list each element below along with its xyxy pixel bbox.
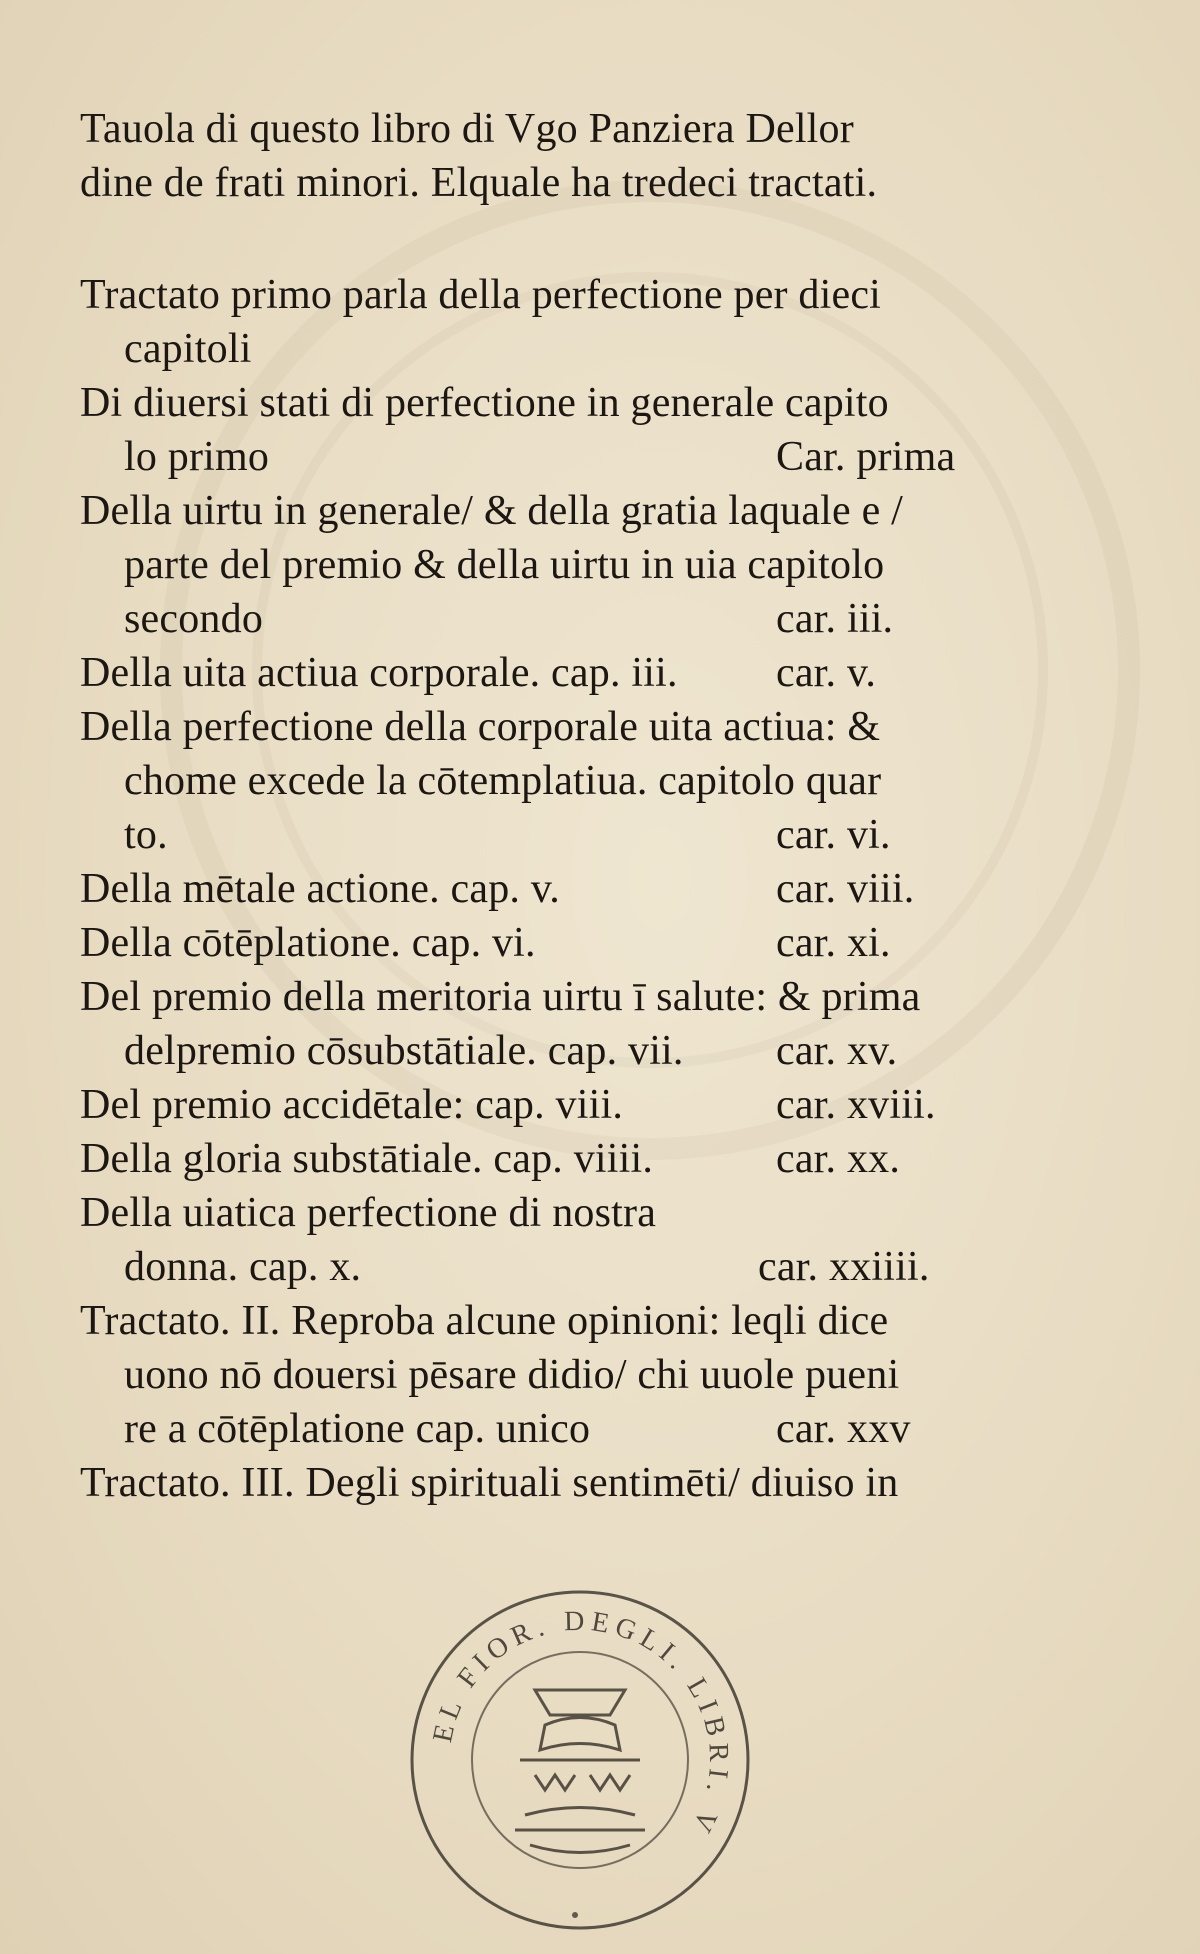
toc-entry: Della uirtu in generale/ & della gratia laquale e / [80,488,904,534]
table-of-contents [80,102,960,1510]
library-stamp [395,1575,765,1945]
toc-entry [80,1078,960,1132]
toc-entry: Del premio della meritoria uirtu ī salute: & prima [80,974,921,1020]
title-line-2: dine de frati minori. Elquale ha tredeci tractati. [80,160,878,206]
toc-entry: Della perfectione della corporale uita actiua: & [80,704,881,750]
toc-entry-text: Del premio accidētale: cap. viii. [80,1082,624,1128]
toc-entry-text: Della gloria substātiale. cap. viiii. [80,1136,654,1182]
toc-entry-text: re a cōtēplatione cap. unico [124,1406,591,1452]
toc-entry-text: Della cōtēplatione. cap. vi. [80,920,536,966]
toc-entry-text: to. [124,812,168,858]
toc-heading: Tractato. III. Degli spirituali sentimēti/ diuiso in [80,1460,899,1506]
toc-page-ref: car. xxv [776,1406,911,1452]
toc-entry-cont: uono nō douersi pēsare didio/ chi uuole pueni [124,1352,900,1398]
toc-entry-cont [80,592,960,646]
toc-page-ref: car. iii. [776,596,894,642]
toc-heading-cont: capitoli [124,326,252,372]
toc-entry: Di diuersi stati di perfectione in generale capito [80,380,889,426]
toc-entry-text: donna. cap. x. [124,1244,362,1290]
toc-entry [80,1132,960,1186]
toc-heading: Tractato primo parla della perfectione per dieci [80,272,882,318]
title-line-1: Tauola di questo libro di Vgo Panziera Dellor [80,106,854,152]
toc-entry-cont [80,1024,960,1078]
toc-page-ref: Car. prima [776,434,956,480]
toc-page-ref: car. viii. [776,866,915,912]
toc-entry-text: lo primo [124,434,270,480]
toc-entry-text: delpremio cōsubstātiale. cap. vii. [124,1028,684,1074]
toc-page-ref: car. xxiiii. [758,1244,930,1290]
toc-entry: Tractato. II. Reproba alcune opinioni: leqli dice [80,1298,889,1344]
toc-entry-text: Della mētale actione. cap. v. [80,866,561,912]
toc-entry-cont [80,1402,960,1456]
toc-entry [80,646,960,700]
toc-entry-cont [80,808,960,862]
stamp-text: EL FIOR. DEGLI. LIBRI. V [427,1605,735,1843]
toc-page-ref: car. vi. [776,812,891,858]
toc-entry-cont: chome excede la cōtemplatiua. capitolo quar [124,758,882,804]
toc-entry-cont [80,1240,960,1294]
toc-entry-cont: parte del premio & della uirtu in uia capitolo [124,542,885,588]
toc-page-ref: car. xx. [776,1136,901,1182]
toc-page-ref: car. xi. [776,920,891,966]
toc-entry [80,862,960,916]
toc-page-ref: car. xviii. [776,1082,936,1128]
toc-entry-text: secondo [124,596,264,642]
toc-entry: Della uiatica perfectione di nostra [80,1190,657,1236]
toc-entry-text: Della uita actiua corporale. cap. iii. [80,650,678,696]
toc-page-ref: car. xv. [776,1028,898,1074]
stamp-emblem-icon [515,1690,645,1853]
toc-page-ref: car. v. [776,650,877,696]
toc-entry [80,916,960,970]
toc-entry-cont [80,430,960,484]
